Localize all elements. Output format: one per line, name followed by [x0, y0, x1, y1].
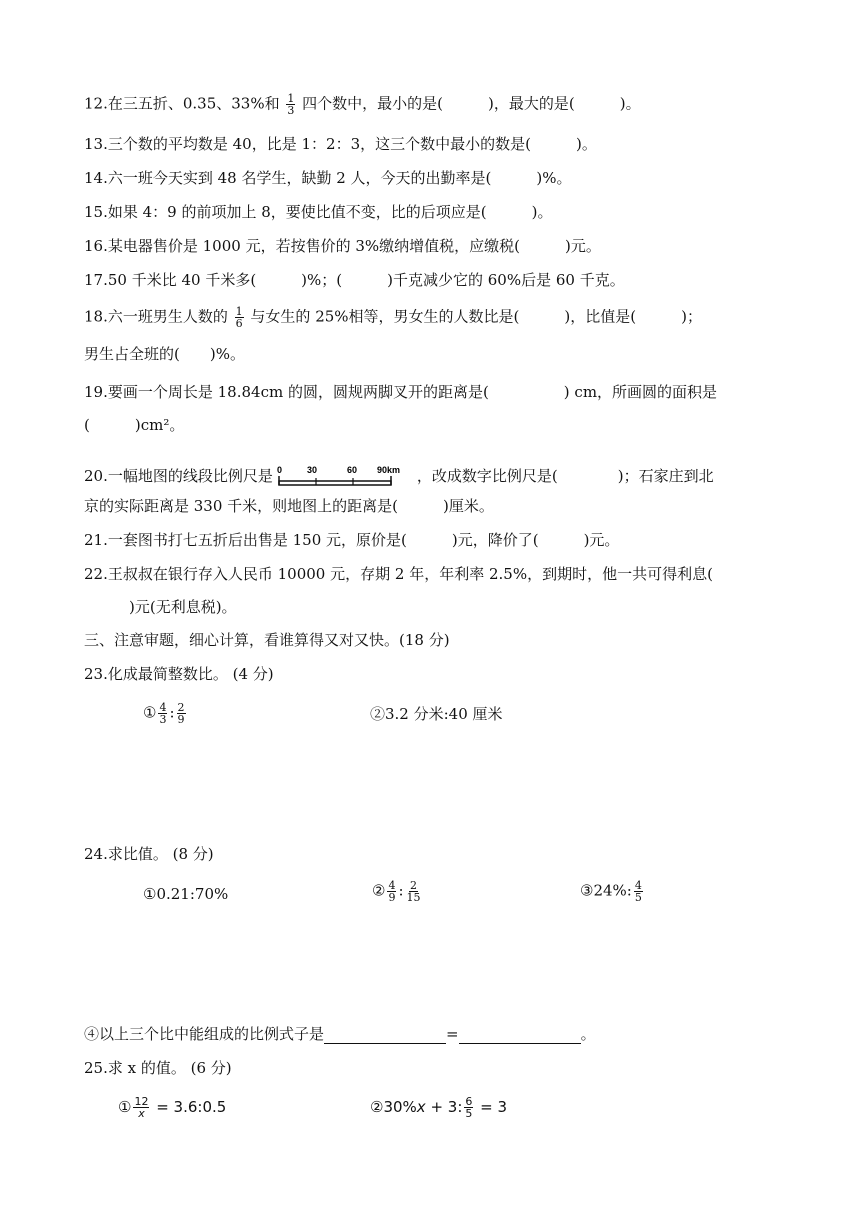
answer-blank[interactable] [324, 1027, 446, 1044]
question-23-title: 23.化成最简整数比。 (4 分) [84, 665, 274, 683]
scale-label: 30 [306, 465, 317, 475]
question-25-a: ① $\frac{12}{x}$ = 3.6:0.5 [118, 1095, 227, 1120]
question-24-c: ③24%: $\frac{4}{5}$ [580, 879, 642, 904]
question-19-line2: ( )cm²。 [84, 416, 185, 434]
question-22: 22.王叔叔在银行存入人民币 10000 元，存期 2 年，年利率 2.5%，到期时，他一共可得利息( [84, 565, 713, 583]
scale-label: 0 [276, 465, 282, 475]
fraction: $\frac{4}{9}$ [388, 879, 396, 904]
question-18: 18.六一班男生人数的 $\frac{1}{6}$ 与女生的 25%相等，男女生的人数比是( )，比值是( )； [84, 305, 702, 330]
question-20: 20.一幅地图的线段比例尺是 0 30 60 90km ，改成数字比例尺是( )；石家庄到北 [84, 464, 714, 490]
question-18-line2: 男生占全班的( )%。 [84, 345, 245, 363]
fraction: $\frac{4}{3}$ [159, 701, 167, 726]
question-19: 19.要画一个周长是 18.84cm 的圆，圆规两脚叉开的距离是( ) cm，所画圆的面积是 [84, 383, 718, 401]
question-15: 15.如果 4：9 的前项加上 8，要使比值不变，比的后项应是( )。 [84, 203, 553, 221]
fraction: $\frac{1}{3}$ [287, 92, 295, 117]
question-25-title: 25.求 x 的值。 (6 分) [84, 1059, 232, 1077]
answer-blank[interactable] [459, 1027, 581, 1044]
question-25-b: ②30%x + 3: $\frac{6}{5}$ = 3 [370, 1095, 508, 1120]
section-heading: 三、注意审题，细心计算，看谁算得又对又快。(18 分) [84, 631, 450, 649]
question-13: 13.三个数的平均数是 40，比是 1：2：3，这三个数中最小的数是( )。 [84, 135, 597, 153]
fraction: $\frac{2}{15}$ [406, 879, 421, 904]
question-24-title: 24.求比值。 (8 分) [84, 845, 214, 863]
scale-bar [277, 464, 413, 490]
question-21: 21.一套图书打七五折后出售是 150 元，原价是( )元，降价了( )元。 [84, 531, 620, 549]
fraction: $\frac{4}{5}$ [634, 879, 642, 904]
question-22-line2: )元(无利息税)。 [84, 598, 237, 616]
question-12: 12.在三五折、0.35、33%和 $\frac{1}{3}$ 四个数中，最小的是( )，最大的是( )。 [84, 92, 641, 117]
fraction: $\frac{12}{x}$ [134, 1095, 149, 1120]
question-24-b: ② $\frac{4}{9}$ : $\frac{2}{15}$ [372, 879, 421, 904]
question-24-a: ①0.21:70% [143, 885, 229, 903]
fraction: $\frac{2}{9}$ [177, 701, 185, 726]
question-23-a: ① $\frac{4}{3}$ : $\frac{2}{9}$ [143, 701, 185, 726]
question-23-b: ②3.2 分米:40 厘米 [370, 705, 503, 723]
fraction: $\frac{6}{5}$ [465, 1095, 473, 1120]
question-16: 16.某电器售价是 1000 元，若按售价的 3%缴纳增值税，应缴税( )元。 [84, 237, 601, 255]
scale-label: 90km [376, 465, 400, 475]
question-17: 17.50 千米比 40 千米多( )%；( )千克减少它的 60%后是 60 千克。 [84, 271, 625, 289]
question-24-d: ④以上三个比中能组成的比例式子是 = 。 [84, 1025, 596, 1043]
scale-label: 60 [346, 465, 357, 475]
fraction: $\frac{1}{6}$ [235, 305, 243, 330]
question-14: 14.六一班今天实到 48 名学生，缺勤 2 人，今天的出勤率是( )%。 [84, 169, 572, 187]
question-20-line2: 京的实际距离是 330 千米，则地图上的距离是( )厘米。 [84, 497, 494, 515]
